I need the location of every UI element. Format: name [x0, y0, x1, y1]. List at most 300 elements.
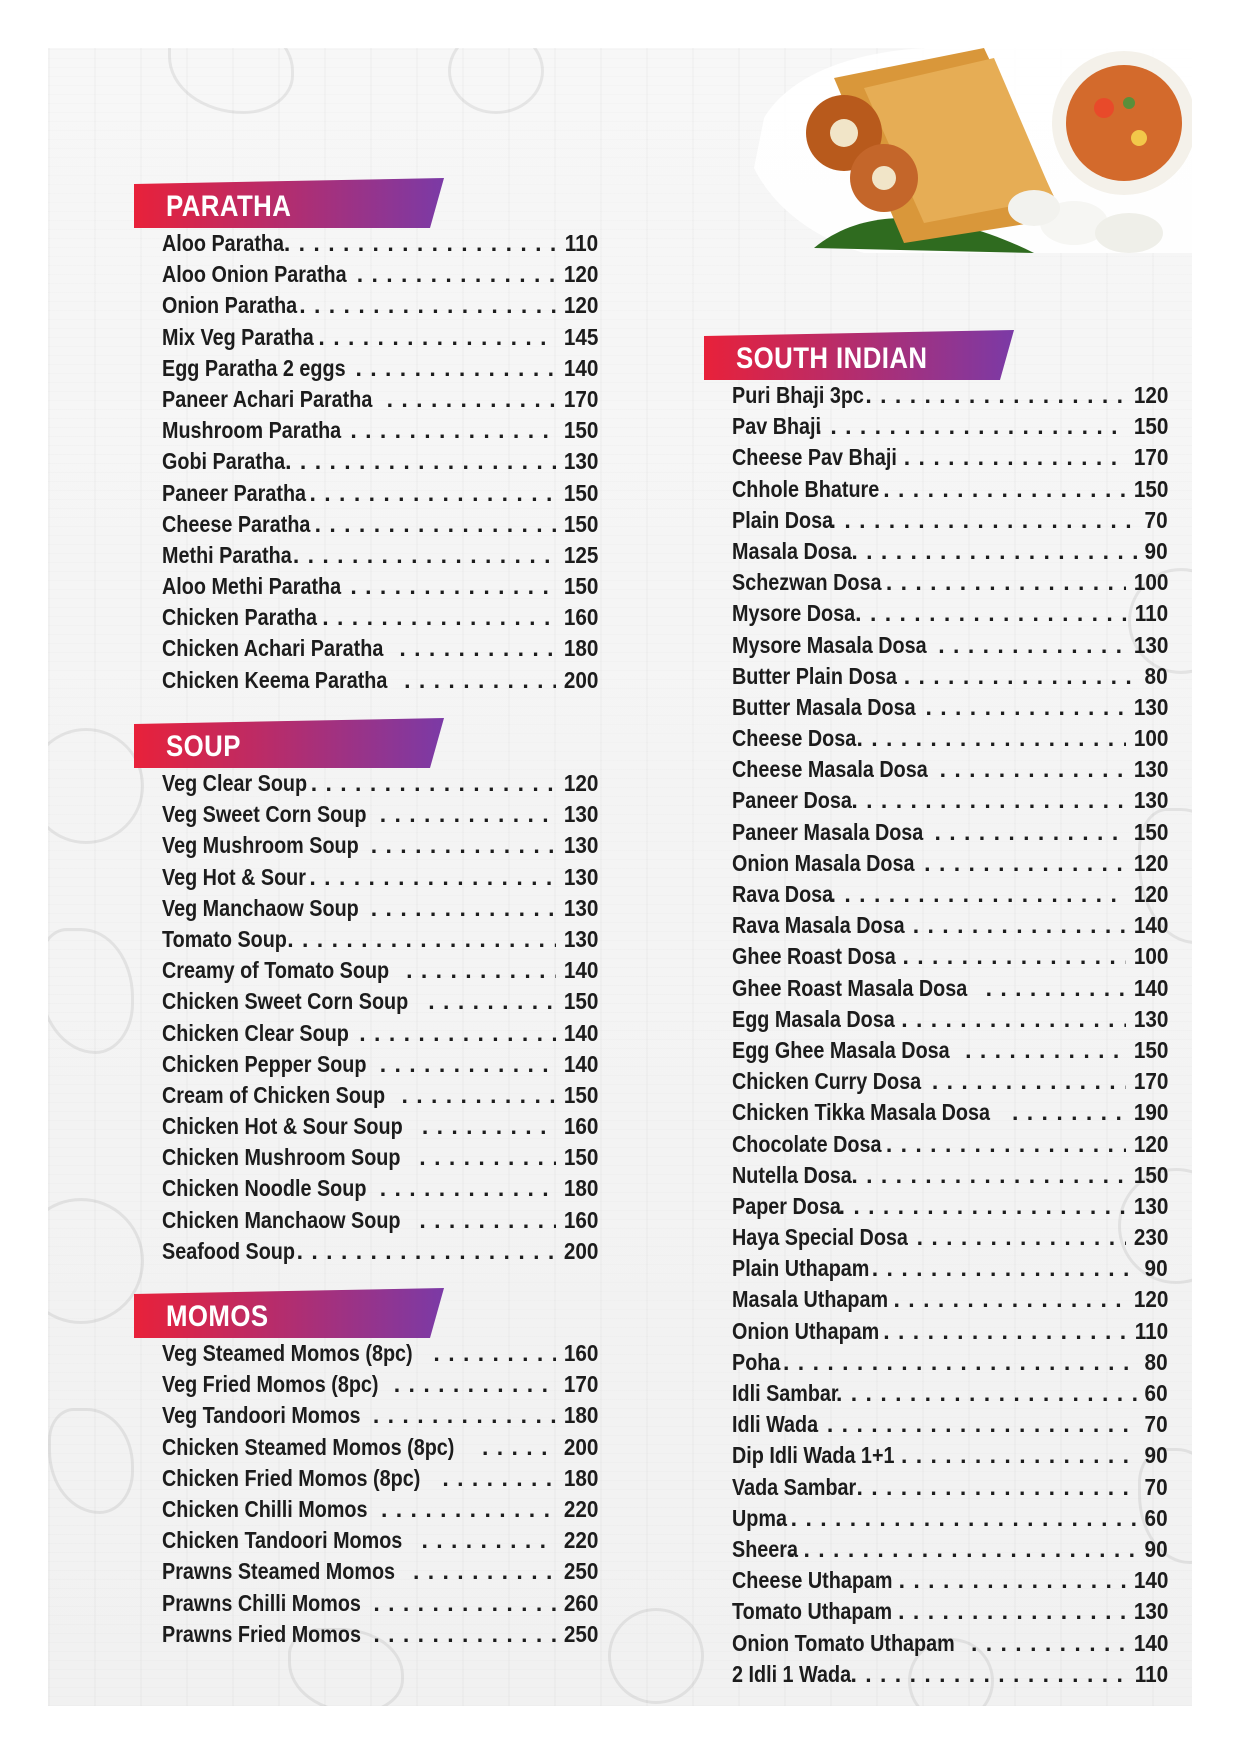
doodle-decoration: [448, 48, 544, 114]
dot-leader: [904, 442, 1126, 473]
doodle-decoration: [48, 728, 144, 844]
menu-item: [732, 1440, 1168, 1471]
dot-leader: [315, 509, 556, 540]
dot-leader: [482, 1432, 556, 1463]
menu-item: [162, 862, 598, 893]
menu-item: [732, 1565, 1168, 1596]
menu-item-name: Ghee Roast Masala Dosa: [732, 974, 968, 1001]
menu-item-name: Prawns Chilli Momos: [162, 1589, 361, 1616]
menu-item-name: Veg Sweet Corn Soup: [162, 801, 367, 828]
dot-leader: [851, 1160, 1125, 1191]
dot-leader: [419, 1142, 555, 1173]
menu-item-price: 140: [563, 1050, 598, 1077]
menu-item-price: 170: [563, 1371, 598, 1398]
menu-item: [162, 1400, 598, 1431]
menu-item: [162, 602, 598, 633]
menu-item-price: 145: [563, 323, 598, 350]
menu-item: [162, 384, 598, 415]
menu-item-price: 140: [1133, 974, 1168, 1001]
dot-leader: [894, 1284, 1126, 1315]
menu-item-price: 180: [563, 1402, 598, 1429]
menu-item-name: Cream of Chicken Soup: [162, 1081, 386, 1108]
section-paratha: [134, 178, 598, 696]
menu-item: [162, 446, 598, 477]
menu-item: [732, 754, 1168, 785]
menu-item-name: Haya Special Dosa: [732, 1224, 908, 1251]
section-momos: [134, 1288, 598, 1650]
dot-leader: [399, 633, 555, 664]
menu-item-name: Upma: [732, 1504, 787, 1531]
section-header: [704, 330, 1014, 380]
menu-item-price: 150: [563, 573, 598, 600]
menu-item: [732, 567, 1168, 598]
dot-leader: [404, 665, 556, 696]
dot-leader: [851, 785, 1125, 816]
menu-item-name: Paneer Dosa: [732, 787, 852, 814]
menu-item: [162, 665, 598, 696]
menu-item-price: 100: [1133, 725, 1168, 752]
menu-item: [162, 830, 598, 861]
menu-item: [162, 986, 598, 1017]
menu-item-name: Dip Idli Wada 1+1: [732, 1442, 895, 1469]
menu-item-price: 130: [563, 925, 598, 952]
menu-item-price: 140: [1133, 912, 1168, 939]
menu-item-price: 90: [1144, 1255, 1168, 1282]
menu-item-name: Onion Uthapam: [732, 1317, 880, 1344]
menu-item-name: Chicken Pepper Soup: [162, 1050, 367, 1077]
menu-item-name: Rava Dosa: [732, 881, 834, 907]
dot-leader: [371, 830, 556, 861]
menu-item-price: 130: [1133, 787, 1168, 814]
menu-item-name: Chicken Keema Paratha: [162, 666, 388, 693]
dot-leader: [856, 1472, 1138, 1503]
menu-item-name: Veg Hot & Sour: [162, 863, 306, 890]
menu-item-name: Onion Paratha: [162, 292, 298, 319]
menu-item: [162, 290, 598, 321]
menu-list: [162, 1338, 598, 1650]
menu-item: [732, 692, 1168, 723]
menu-item-price: 90: [1144, 537, 1168, 564]
menu-item: [732, 973, 1168, 1004]
menu-item-price: 60: [1144, 1504, 1168, 1531]
menu-item-price: 150: [563, 479, 598, 506]
menu-item: [732, 848, 1168, 879]
dot-leader: [380, 1173, 556, 1204]
menu-item: [162, 1142, 598, 1173]
menu-item-name: Plain Uthapam: [732, 1255, 870, 1282]
menu-item-price: 130: [563, 832, 598, 859]
menu-item-price: 200: [563, 1433, 598, 1460]
menu-item-name: Nutella Dosa: [732, 1161, 852, 1188]
menu-item: [162, 1111, 598, 1142]
menu-item: [162, 571, 598, 602]
menu-item-name: Mysore Dosa: [732, 600, 856, 627]
dot-leader: [934, 817, 1125, 848]
menu-item-name: Seafood Soup: [162, 1237, 295, 1264]
menu-item-name: Methi Paratha: [162, 541, 292, 568]
menu-item-price: 110: [1134, 1660, 1168, 1687]
menu-item: [162, 1205, 598, 1236]
menu-item-name: Cheese Dosa: [732, 725, 857, 752]
menu-item-price: 150: [563, 1144, 598, 1171]
dot-leader: [917, 1222, 1126, 1253]
menu-item: [732, 785, 1168, 816]
dot-leader: [311, 768, 556, 799]
dot-leader: [297, 1236, 556, 1267]
menu-item-price: 130: [563, 801, 598, 828]
dot-leader: [812, 1409, 1138, 1440]
menu-item-price: 160: [563, 1340, 598, 1366]
section-header: [134, 718, 444, 768]
menu-item: [162, 1588, 598, 1619]
menu-item-name: Chicken Chilli Momos: [162, 1495, 368, 1522]
dot-leader: [293, 540, 556, 571]
menu-item-name: Chicken Curry Dosa: [732, 1068, 922, 1095]
doodle-decoration: [48, 1408, 134, 1514]
menu-list: [162, 228, 598, 696]
menu-item: [732, 380, 1168, 411]
menu-item: [162, 924, 598, 955]
dot-leader: [924, 848, 1125, 879]
menu-item-name: Chicken Tandoori Momos: [162, 1527, 403, 1554]
dot-leader: [836, 1378, 1138, 1409]
doodle-decoration: [608, 1608, 704, 1704]
menu-item-price: 70: [1144, 506, 1168, 533]
menu-item-price: 200: [563, 1237, 598, 1264]
dot-leader: [886, 567, 1126, 598]
dot-leader: [898, 1596, 1125, 1627]
menu-item-price: 150: [563, 417, 598, 444]
menu-item-name: Egg Paratha 2 eggs: [162, 354, 346, 381]
menu-item-name: Chicken Mushroom Soup: [162, 1144, 401, 1171]
menu-item: [732, 817, 1168, 848]
menu-item: [732, 442, 1168, 473]
menu-item-name: Veg Mushroom Soup: [162, 832, 359, 859]
menu-item: [162, 322, 598, 353]
menu-item-price: 70: [1144, 1473, 1168, 1500]
dot-leader: [902, 941, 1125, 972]
menu-item-price: 120: [1133, 881, 1168, 907]
dot-leader: [816, 411, 1126, 442]
menu-item-price: 80: [1144, 1348, 1168, 1375]
menu-item-name: Cheese Pav Bhaji: [732, 444, 897, 471]
dot-leader: [380, 1049, 556, 1080]
menu-item-price: 230: [1133, 1224, 1168, 1251]
menu-item-price: 150: [1133, 413, 1168, 440]
menu-item-price: 120: [1133, 382, 1168, 408]
menu-item-name: Cheese Uthapam: [732, 1567, 893, 1594]
menu-item-price: 100: [1133, 943, 1168, 970]
menu-item-price: 160: [563, 1206, 598, 1233]
menu-item-price: 140: [1133, 1567, 1168, 1594]
menu-item: [162, 353, 598, 384]
menu-item-price: 60: [1144, 1380, 1168, 1406]
menu-item: [162, 540, 598, 571]
menu-item: [732, 1253, 1168, 1284]
dot-leader: [925, 692, 1125, 723]
dot-leader: [899, 1565, 1126, 1596]
menu-item-name: Prawns Fried Momos: [162, 1620, 361, 1647]
menu-item-price: 160: [563, 604, 598, 631]
menu-item: [732, 1409, 1168, 1440]
menu-item-name: Chocolate Dosa: [732, 1130, 882, 1157]
menu-item-name: Cheese Paratha: [162, 510, 311, 537]
dot-leader: [422, 1111, 556, 1142]
menu-item-name: Aloo Methi Paratha: [162, 573, 342, 600]
menu-item: [162, 1463, 598, 1494]
menu-item-name: Mysore Masala Dosa: [732, 631, 927, 658]
menu-item-price: 170: [1133, 444, 1168, 471]
menu-item: [162, 893, 598, 924]
menu-item-price: 130: [1133, 693, 1168, 720]
menu-item-name: Mix Veg Paratha: [162, 323, 314, 350]
menu-item-price: 110: [1134, 600, 1168, 627]
menu-item-name: Prawns Steamed Momos: [162, 1558, 396, 1585]
menu-item-name: Masala Uthapam: [732, 1286, 889, 1313]
dot-leader: [380, 799, 556, 830]
menu-item-price: 250: [563, 1620, 598, 1647]
menu-item-name: Ghee Roast Dosa: [732, 943, 896, 970]
dot-leader: [357, 259, 556, 290]
menu-item-name: Onion Masala Dosa: [732, 849, 915, 876]
menu-item-name: Creamy of Tomato Soup: [162, 957, 390, 984]
doodle-decoration: [48, 928, 134, 1054]
menu-item-price: 140: [1133, 1629, 1168, 1656]
menu-item-price: 250: [563, 1558, 598, 1585]
dot-leader: [413, 1556, 556, 1587]
menu-item: [732, 661, 1168, 692]
menu-item: [162, 1173, 598, 1204]
menu-item: [162, 478, 598, 509]
menu-item-name: Vada Sambar: [732, 1473, 857, 1500]
menu-item-price: 150: [1133, 818, 1168, 845]
section-title: MOMOS: [166, 1300, 269, 1333]
menu-item: [732, 1472, 1168, 1503]
menu-item: [732, 1503, 1168, 1534]
south-indian-food-photo: [734, 48, 1192, 253]
menu-item-name: Veg Tandoori Momos: [162, 1402, 361, 1429]
dot-leader: [830, 505, 1139, 536]
menu-item-name: Aloo Paratha: [162, 230, 285, 256]
menu-item: [162, 1432, 598, 1463]
menu-item: [732, 474, 1168, 505]
menu-item: [732, 1097, 1168, 1128]
menu-item: [732, 1378, 1168, 1409]
menu-item-name: Chhole Bhature: [732, 475, 880, 502]
menu-item-price: 110: [1134, 1317, 1168, 1344]
menu-item-name: Pav Bhaji: [732, 413, 822, 440]
menu-item-price: 200: [563, 666, 598, 693]
menu-item-price: 130: [1133, 1598, 1168, 1625]
menu-item-price: 130: [563, 863, 598, 890]
menu-item-name: Tomato Soup: [162, 925, 287, 952]
menu-item-name: Chicken Achari Paratha: [162, 635, 384, 662]
menu-item-price: 150: [1133, 1161, 1168, 1188]
menu-item-price: 150: [563, 988, 598, 1015]
menu-item: [732, 1534, 1168, 1565]
menu-item-price: 80: [1144, 662, 1168, 689]
menu-item: [732, 1659, 1168, 1690]
menu-item-name: Idli Wada: [732, 1411, 819, 1438]
menu-item-name: Mushroom Paratha: [162, 417, 342, 444]
dot-leader: [971, 1628, 1126, 1659]
section-title: PARATHA: [166, 190, 292, 223]
section-title: SOUTH INDIAN: [736, 342, 928, 375]
menu-item: [162, 1049, 598, 1080]
menu-item-name: Onion Tomato Uthapam: [732, 1629, 955, 1656]
menu-item-name: Paneer Paratha: [162, 479, 307, 506]
menu-item-price: 170: [1133, 1068, 1168, 1095]
menu-page: [48, 48, 1192, 1706]
menu-item: [162, 1525, 598, 1556]
dot-leader: [381, 1494, 556, 1525]
menu-item: [732, 1191, 1168, 1222]
dot-leader: [865, 380, 1125, 411]
dot-leader: [913, 910, 1126, 941]
menu-item: [732, 598, 1168, 629]
menu-item: [732, 1596, 1168, 1627]
menu-item-price: 260: [563, 1589, 598, 1616]
menu-item-name: Paneer Achari Paratha: [162, 385, 373, 412]
dot-leader: [421, 1525, 555, 1556]
menu-item-name: Schezwan Dosa: [732, 569, 882, 596]
menu-item-price: 130: [563, 894, 598, 921]
dot-leader: [872, 1253, 1139, 1284]
dot-leader: [883, 474, 1125, 505]
dot-leader: [442, 1463, 555, 1494]
menu-item-name: Sheera: [732, 1535, 798, 1562]
menu-item-price: 90: [1144, 1442, 1168, 1469]
section-title: SOUP: [166, 730, 241, 763]
menu-item-name: 2 Idli 1 Wada: [732, 1660, 852, 1687]
dot-leader: [371, 893, 556, 924]
dot-leader: [901, 1440, 1138, 1471]
menu-item-name: Paper Dosa: [732, 1192, 841, 1219]
menu-item: [162, 1236, 598, 1267]
menu-item: [732, 1129, 1168, 1160]
menu-item-name: Veg Steamed Momos (8pc): [162, 1340, 413, 1366]
menu-item-name: Chicken Noodle Soup: [162, 1175, 367, 1202]
menu-item: [732, 941, 1168, 972]
menu-item: [732, 879, 1168, 910]
dot-leader: [419, 1205, 555, 1236]
dot-leader: [387, 384, 556, 415]
dot-leader: [1012, 1097, 1126, 1128]
menu-item-price: 140: [563, 957, 598, 984]
menu-item-price: 140: [563, 1019, 598, 1046]
menu-item-price: 220: [563, 1527, 598, 1554]
dot-leader: [789, 1534, 1139, 1565]
dot-leader: [309, 862, 555, 893]
dot-leader: [355, 353, 555, 384]
menu-item-name: Rava Masala Dosa: [732, 912, 905, 939]
dot-leader: [284, 228, 557, 259]
menu-item-price: 220: [563, 1495, 598, 1522]
section-header: [134, 178, 444, 228]
menu-item-price: 150: [563, 1081, 598, 1108]
dot-leader: [373, 1588, 555, 1619]
menu-item: [732, 1004, 1168, 1035]
menu-item: [162, 768, 598, 799]
menu-item-price: 130: [1133, 1192, 1168, 1219]
menu-item-price: 130: [563, 448, 598, 475]
section-soup: [134, 718, 598, 1267]
dot-leader: [932, 1066, 1126, 1097]
menu-item-name: Tomato Uthapam: [732, 1598, 893, 1625]
dot-leader: [318, 322, 555, 353]
menu-item: [732, 630, 1168, 661]
dot-leader: [350, 415, 555, 446]
menu-item-name: Egg Ghee Masala Dosa: [732, 1036, 950, 1063]
menu-item-price: 130: [1133, 756, 1168, 783]
menu-item-price: 110: [564, 230, 598, 256]
menu-item: [732, 1035, 1168, 1066]
menu-item: [162, 228, 598, 259]
dot-leader: [373, 1400, 556, 1431]
dot-leader: [309, 478, 555, 509]
menu-item-price: 180: [563, 1175, 598, 1202]
dot-leader: [287, 924, 555, 955]
menu-item: [732, 1628, 1168, 1659]
menu-item: [162, 955, 598, 986]
dot-leader: [901, 1004, 1125, 1035]
menu-item-price: 120: [1133, 1130, 1168, 1157]
menu-item-name: Veg Clear Soup: [162, 770, 308, 796]
dot-leader: [401, 1080, 555, 1111]
dot-leader: [938, 630, 1125, 661]
menu-item: [162, 1080, 598, 1111]
menu-item-price: 190: [1133, 1099, 1168, 1126]
menu-item-price: 180: [563, 1464, 598, 1491]
dot-leader: [839, 1191, 1126, 1222]
menu-item: [162, 633, 598, 664]
menu-item-name: Paneer Masala Dosa: [732, 818, 924, 845]
menu-item-price: 70: [1144, 1411, 1168, 1438]
menu-item-name: Puri Bhaji 3pc: [732, 382, 864, 408]
dot-leader: [776, 1503, 1139, 1534]
menu-item-name: Plain Dosa: [732, 506, 834, 533]
dot-leader: [350, 571, 555, 602]
menu-item-price: 120: [1133, 1286, 1168, 1313]
dot-leader: [285, 446, 555, 477]
dot-leader: [322, 602, 555, 633]
dot-leader: [433, 1338, 555, 1369]
dot-leader: [855, 598, 1127, 629]
dot-leader: [904, 661, 1139, 692]
menu-item: [162, 1018, 598, 1049]
menu-item-price: 150: [563, 510, 598, 537]
dot-leader: [851, 536, 1138, 567]
menu-item-price: 150: [1133, 1036, 1168, 1063]
dot-leader: [830, 879, 1126, 910]
menu-item-name: Gobi Paratha: [162, 448, 286, 475]
menu-item-price: 130: [1133, 631, 1168, 658]
menu-item: [732, 723, 1168, 754]
menu-item-price: 120: [563, 261, 598, 288]
dot-leader: [299, 290, 555, 321]
dot-leader: [373, 1619, 555, 1650]
menu-item-name: Cheese Masala Dosa: [732, 756, 928, 783]
menu-item-name: Poha: [732, 1348, 781, 1375]
dot-leader: [965, 1035, 1126, 1066]
menu-item-price: 150: [1133, 475, 1168, 502]
menu-item-name: Chicken Sweet Corn Soup: [162, 988, 409, 1015]
section-south-indian: [704, 330, 1168, 1690]
menu-item-price: 130: [1133, 1005, 1168, 1032]
menu-item-price: 120: [563, 770, 598, 796]
dot-leader: [986, 973, 1126, 1004]
menu-item-name: Masala Dosa: [732, 537, 852, 564]
